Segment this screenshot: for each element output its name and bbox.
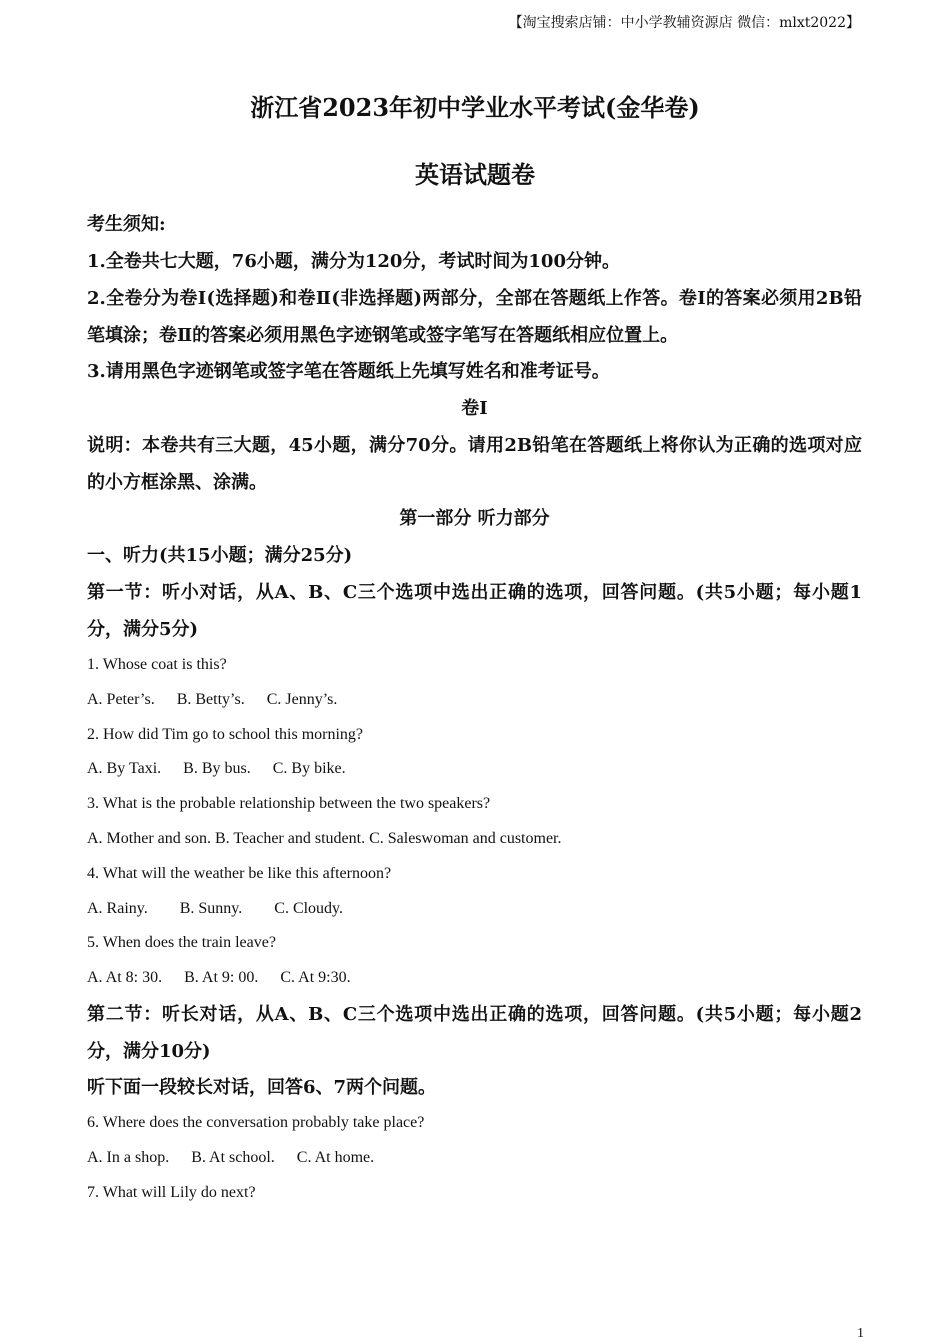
exam-content <box>87 207 862 1211</box>
question-7: 7. What will Lily do next? <box>87 1184 256 1202</box>
exam-subtitle: 英语试题卷 <box>415 160 535 189</box>
volume1-heading: 卷Ⅰ <box>461 397 488 419</box>
dialog-intro: 听下面一段较长对话，回答6、7两个问题。 <box>87 1076 437 1098</box>
section2-instruction: 第二节：听长对话，从A、B、C三个选项中选出正确的选项，回答问题。(共5小题；每小题2分，满分10分) <box>87 1003 862 1062</box>
option-a: A. Rainy. <box>87 899 148 917</box>
volume1-instruction: 说明：本卷共有三大题，45小题，满分70分。请用2B铅笔在答题纸上将你认为正确的选项对应的小方框涂黑、涂满。 <box>87 435 862 493</box>
section1-instruction: 第一节：听小对话，从A、B、C三个选项中选出正确的选项，回答问题。(共5小题；每小题1分，满分5分) <box>87 582 862 640</box>
option-a: A. By Taxi. <box>87 760 162 778</box>
option-b: B. By bus. <box>183 760 251 778</box>
option-b: B. Betty’s. <box>176 690 245 708</box>
question-1-options <box>87 683 862 718</box>
question-6: 6. Where does the conversation probably take place? <box>87 1114 425 1132</box>
question-2-options <box>87 752 862 787</box>
question-3: 3. What is the probable relationship between the two speakers? <box>87 795 491 813</box>
question-1: 1. Whose coat is this? <box>87 656 227 673</box>
page-number: 1 <box>857 1326 864 1341</box>
question-2: 2. How did Tim go to school this morning? <box>87 725 364 743</box>
option-c: C. Jenny’s. <box>266 690 338 708</box>
option-c: C. At 9:30. <box>280 969 351 987</box>
notice-item-2: 2.全卷分为卷Ⅰ(选择题)和卷Ⅱ(非选择题)两部分，全部在答题纸上作答。卷Ⅰ的答案必须用2B铅笔填涂；卷Ⅱ的答案必须用黑色字迹钢笔或签字笔写在答题纸相应位置上。 <box>87 288 862 346</box>
option-c: C. Cloudy. <box>274 899 344 917</box>
option-b: B. At school. <box>191 1149 275 1167</box>
notice-item-1: 1.全卷共七大题，76小题，满分为120分，考试时间为100分钟。 <box>87 250 620 272</box>
question-3-options: A. Mother and son. B. Teacher and student. C. Saleswoman and customer. <box>87 829 562 847</box>
notice-item-3: 3.请用黑色字迹钢笔或签字笔在答题纸上先填写姓名和准考证号。 <box>87 361 610 382</box>
option-b: B. Sunny. <box>179 899 243 917</box>
option-a: A. Peter’s. <box>87 690 155 708</box>
option-c: C. By bike. <box>272 760 346 778</box>
question-4: 4. What will the weather be like this afternoon? <box>87 864 392 882</box>
header-store-note: 【淘宝搜索店铺：中小学教辅资源店 微信：mlxt2022】 <box>508 15 860 31</box>
question-5: 5. When does the train leave? <box>87 934 276 952</box>
option-c: C. At home. <box>296 1149 375 1167</box>
listening-section-title: 一、听力(共15小题；满分25分) <box>87 544 353 566</box>
option-a: A. At 8: 30. <box>87 969 163 987</box>
exam-main-title: 浙江省2023年初中学业水平考试(金华卷) <box>250 93 700 122</box>
question-6-options <box>87 1141 862 1176</box>
part1-heading: 第一部分 听力部分 <box>399 508 550 529</box>
question-5-options <box>87 961 862 996</box>
notice-heading: 考生须知: <box>87 214 166 235</box>
option-a: A. In a shop. <box>87 1149 170 1167</box>
question-4-options <box>87 892 862 927</box>
option-b: B. At 9: 00. <box>184 969 259 987</box>
